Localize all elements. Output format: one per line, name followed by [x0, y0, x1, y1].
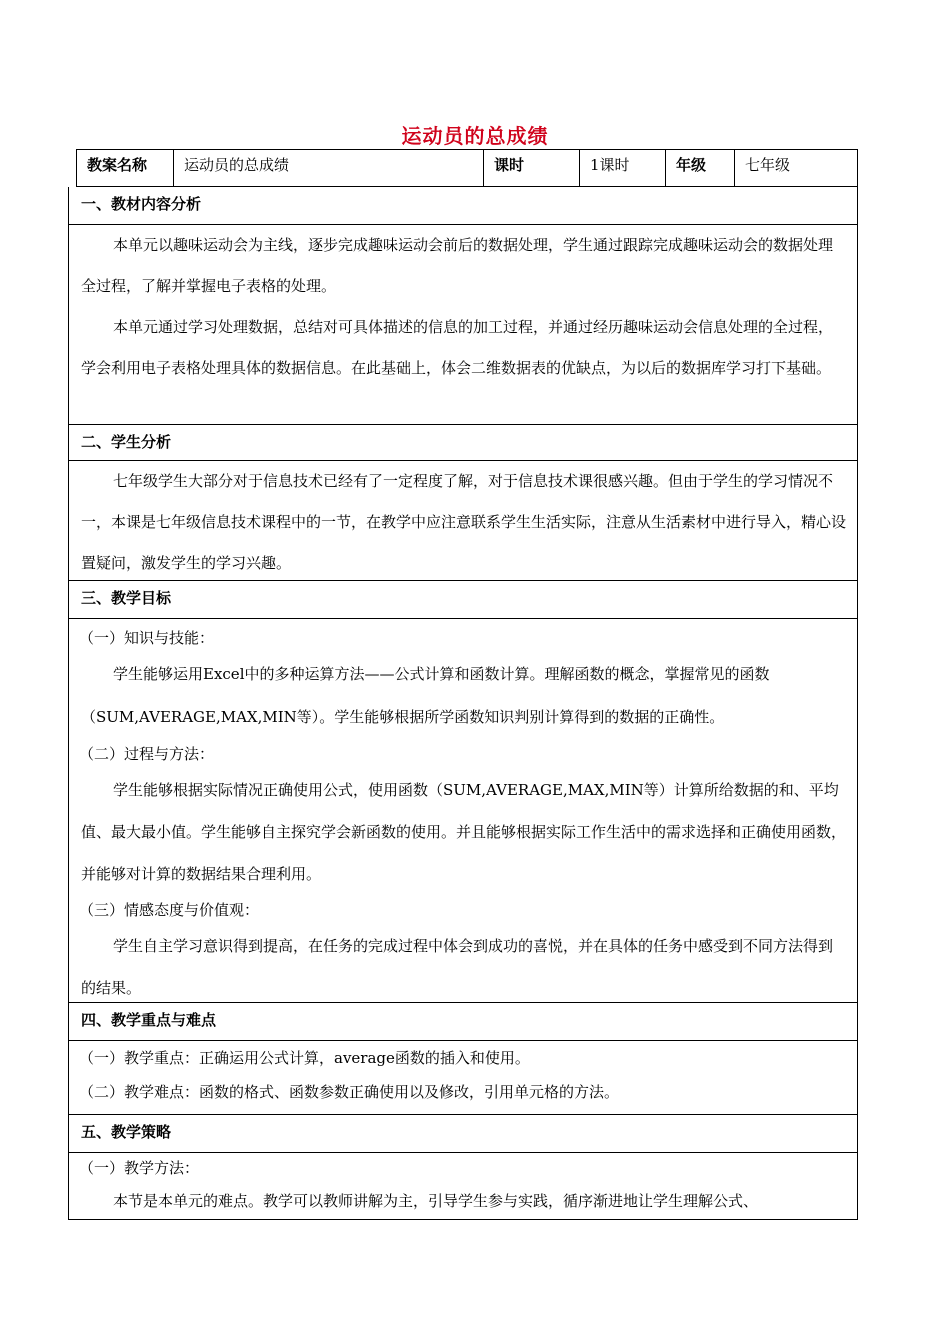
grade-value: 七年级 — [745, 156, 791, 174]
list-item: （二）教学难点：函数的格式、函数参数正确使用以及修改，引用单元格的方法。 — [79, 1083, 620, 1101]
section-heading-2: 二、学生分析 — [68, 425, 858, 461]
paragraph: 学生能够根据实际情况正确使用公式，使用函数（SUM,AVERAGE,MAX,MIN等）计算所给数据的和、平均值、最大最小值。学生能够自主探究学会新函数的使用。并且能够根据实际工作生活中的需求选择和正确使用函数，并能够对计算的数据结果合理利用。 — [81, 781, 847, 883]
section-body-2 — [68, 461, 858, 581]
paragraph: 学生自主学习意识得到提高，在任务的完成过程中体会到成功的喜悦，并在具体的任务中感受到不同方法得到的结果。 — [81, 937, 834, 997]
section-body-1 — [68, 225, 858, 425]
paragraph: 七年级学生大部分对于信息技术已经有了一定程度了解，对于信息技术课很感兴趣。但由于学生的学习情况不一，本课是七年级信息技术课程中的一节，在教学中应注意联系学生生活实际，注意从生活素材中进行导入，精心设置疑问，激发学生的学习兴趣。 — [81, 472, 847, 572]
section-heading-5: 五、教学策略 — [68, 1115, 858, 1153]
subheading: （一）知识与技能： — [79, 629, 215, 647]
paragraph: 学生能够运用Excel中的多种运算方法——公式计算和函数计算。理解函数的概念，掌握常见的函数（SUM,AVERAGE,MAX,MIN等）。学生能够根据所学函数知识判别计算得到的数据的正确性。 — [81, 665, 770, 726]
section-heading-4: 四、教学重点与难点 — [68, 1003, 858, 1041]
hours-label: 课时 — [484, 150, 580, 186]
section-heading-3: 三、教学目标 — [68, 581, 858, 619]
info-table — [76, 149, 858, 187]
paragraph: 本单元通过学习处理数据，总结对可具体描述的信息的加工过程，并通过经历趣味运动会信息处理的全过程，学会利用电子表格处理具体的数据信息。在此基础上，体会二维数据表的优缺点，为以后的数据库学习打下基础。 — [81, 318, 834, 377]
paragraph: 本节是本单元的难点。教学可以教师讲解为主，引导学生参与实践，循序渐进地让学生理解公式、 — [113, 1192, 759, 1210]
lesson-name-label: 教案名称 — [77, 150, 174, 186]
section-heading-1: 一、教材内容分析 — [68, 187, 858, 225]
list-item: （一）教学重点：正确运用公式计算，average函数的插入和使用。 — [79, 1049, 530, 1067]
lesson-name-value: 运动员的总成绩 — [174, 150, 484, 186]
section-body-4 — [68, 1041, 858, 1115]
hours-value: 1课时 — [580, 150, 666, 186]
paragraph: 本单元以趣味运动会为主线，逐步完成趣味运动会前后的数据处理，学生通过跟踪完成趣味运动会的数据处理全过程，了解并掌握电子表格的处理。 — [81, 236, 834, 295]
subheading: （三）情感态度与价值观： — [79, 901, 260, 919]
subheading: （二）过程与方法： — [79, 745, 215, 763]
grade-label: 年级 — [666, 150, 735, 186]
document-title: 运动员的总成绩 — [401, 124, 549, 148]
section-body-3 — [68, 619, 858, 1003]
section-body-5 — [68, 1153, 858, 1220]
subheading: （一）教学方法： — [79, 1159, 200, 1177]
